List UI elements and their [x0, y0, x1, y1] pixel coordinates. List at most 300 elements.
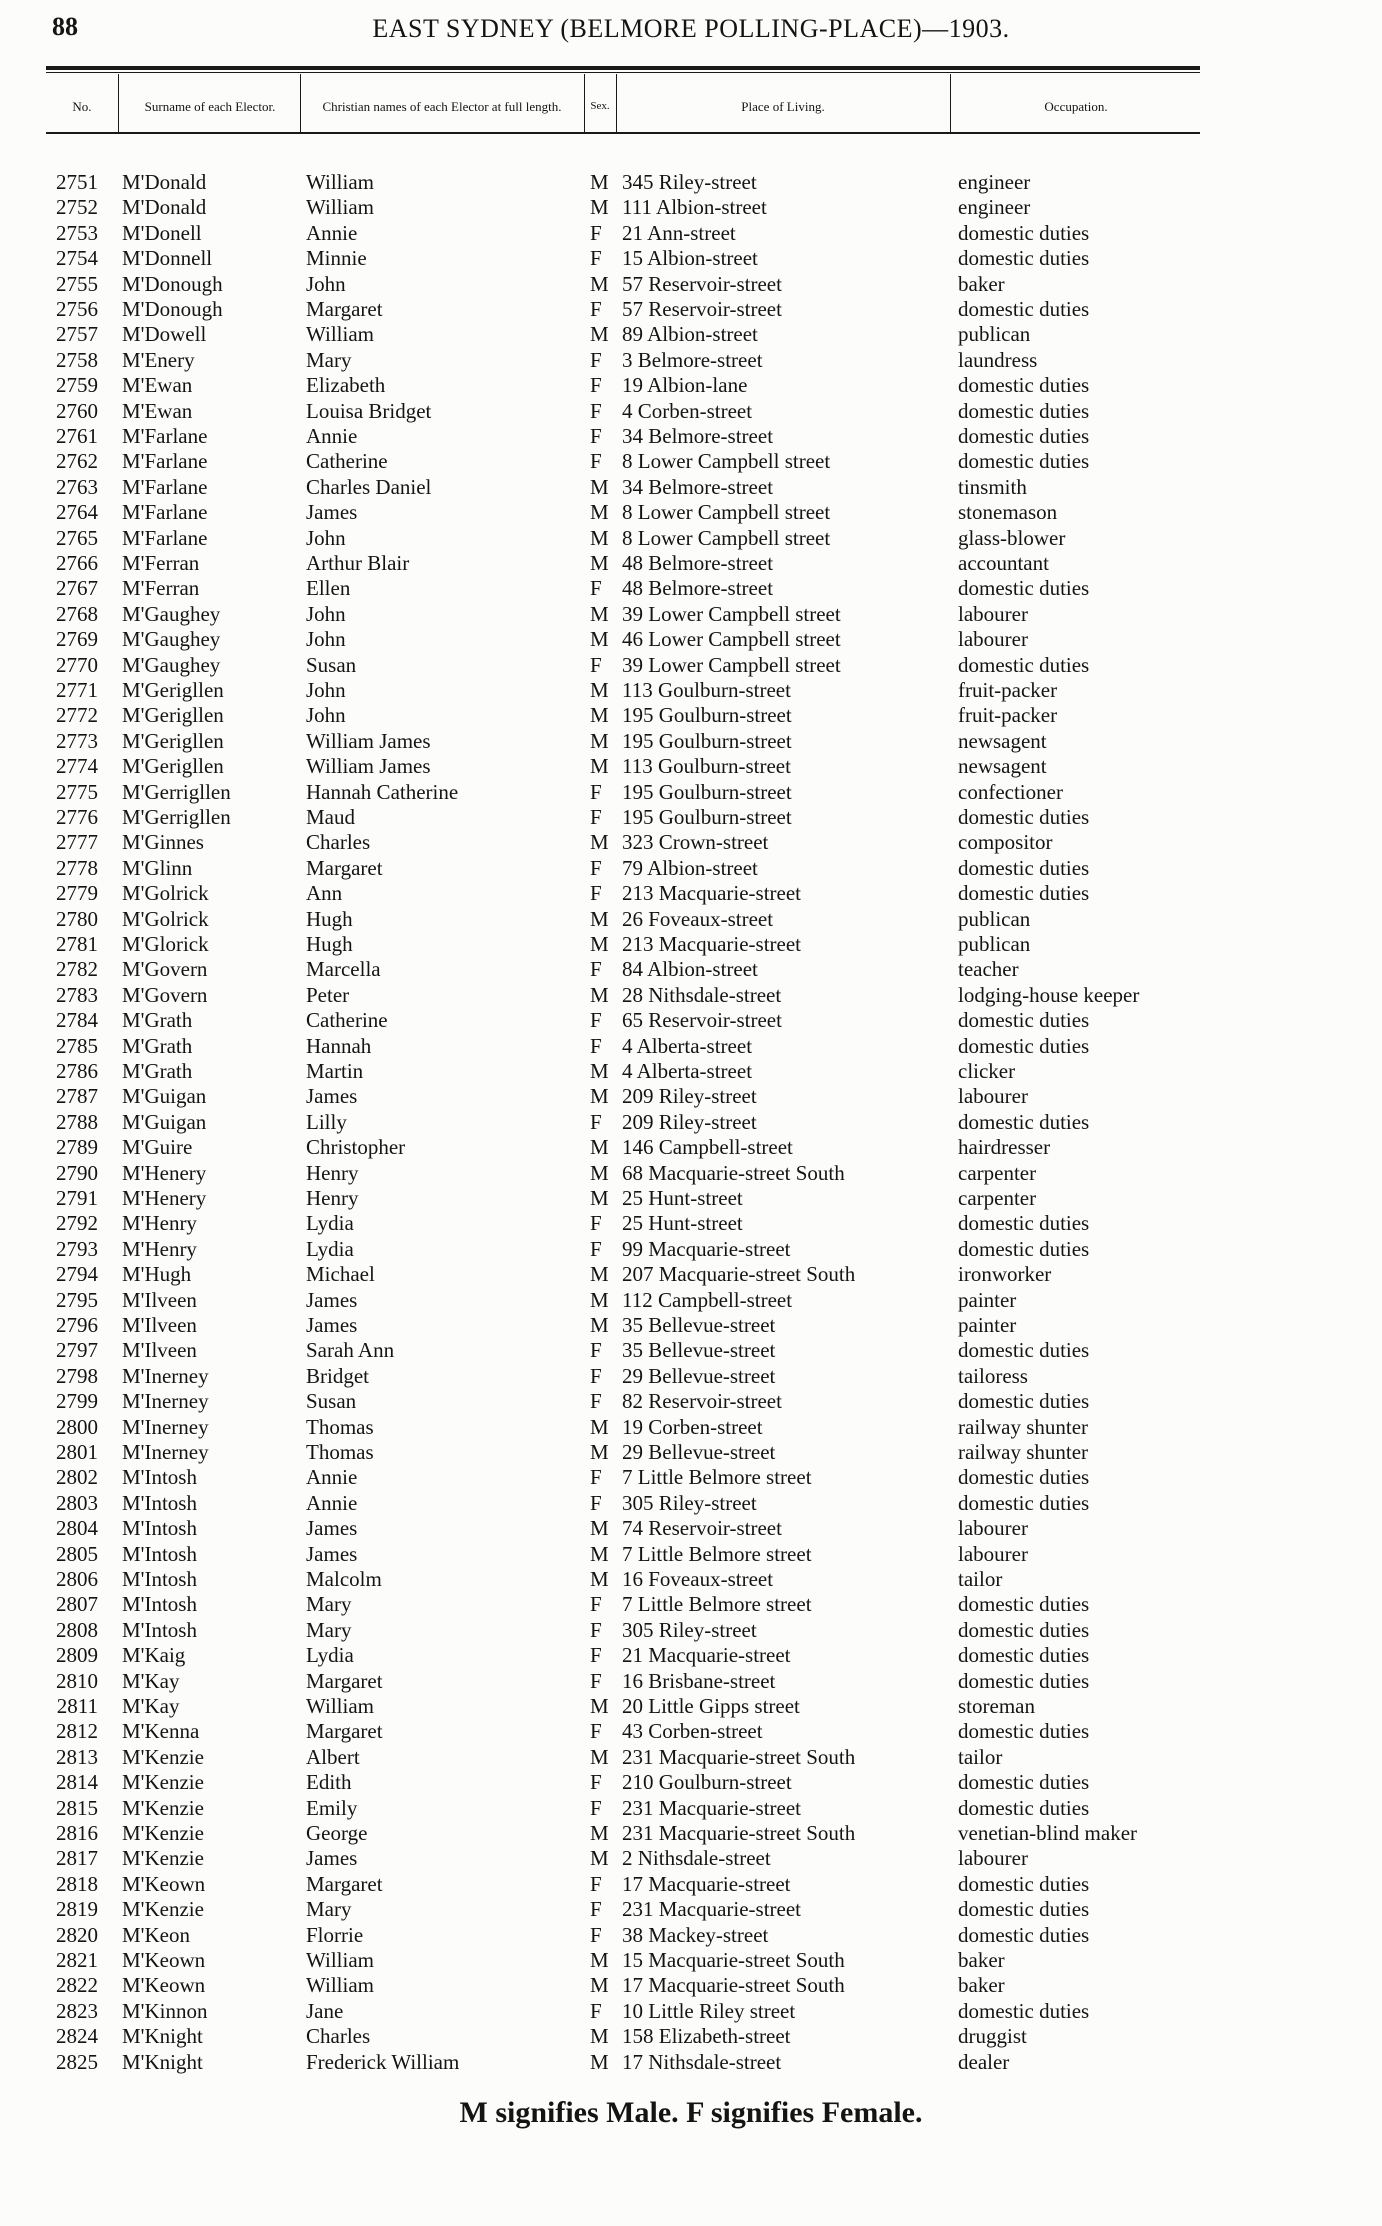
- elector-occupation: domestic duties: [958, 1338, 1090, 1363]
- elector-surname: M'Ilveen: [122, 1338, 197, 1363]
- elector-sex: M: [590, 1135, 609, 1160]
- elector-christian-names: John: [306, 601, 346, 626]
- elector-christian-names: Elizabeth: [306, 373, 386, 398]
- elector-place-of-living: 19 Albion-lane: [622, 373, 748, 398]
- header-rule-bottom: [46, 132, 1200, 134]
- elector-occupation: domestic duties: [958, 220, 1090, 245]
- elector-sex: F: [590, 347, 602, 372]
- elector-christian-names: James: [306, 1516, 358, 1541]
- elector-sex: M: [590, 1160, 609, 1185]
- elector-number: 2798: [56, 1363, 98, 1388]
- elector-sex: F: [590, 1363, 602, 1388]
- elector-place-of-living: 29 Bellevue-street: [622, 1440, 776, 1464]
- elector-occupation: engineer: [958, 195, 1031, 220]
- elector-surname: M'Farlane: [122, 449, 208, 474]
- elector-number: 2805: [56, 1541, 98, 1566]
- elector-sex: F: [590, 220, 602, 245]
- elector-number: 2761: [56, 424, 98, 448]
- elector-sex: F: [590, 1465, 602, 1490]
- elector-place-of-living: 112 Campbell-street: [622, 1287, 793, 1312]
- elector-sex: F: [590, 1490, 602, 1515]
- elector-sex: F: [590, 1668, 602, 1693]
- table-row: [0, 2024, 1382, 2049]
- table-row: [0, 221, 1382, 246]
- table-row: [0, 754, 1382, 779]
- elector-number: 2785: [56, 1033, 98, 1058]
- elector-surname: M'Golrick: [122, 881, 209, 906]
- elector-occupation: domestic duties: [958, 1871, 1090, 1896]
- elector-number: 2802: [56, 1465, 98, 1490]
- elector-number: 2763: [56, 474, 98, 499]
- elector-occupation: railway shunter: [958, 1440, 1089, 1464]
- elector-occupation: newsagent: [958, 754, 1047, 779]
- elector-sex: F: [590, 398, 602, 423]
- elector-sex: M: [590, 1948, 609, 1972]
- elector-number: 2817: [56, 1846, 98, 1871]
- elector-occupation: tailor: [958, 1567, 1003, 1591]
- elector-occupation: tailor: [958, 1744, 1003, 1769]
- elector-place-of-living: 25 Hunt-street: [622, 1211, 743, 1236]
- table-row: [0, 1999, 1382, 2024]
- elector-christian-names: James: [306, 1084, 358, 1109]
- elector-number: 2781: [56, 932, 98, 956]
- elector-number: 2769: [56, 627, 98, 652]
- elector-number: 2753: [56, 220, 98, 245]
- elector-sex: M: [590, 551, 609, 575]
- elector-occupation: baker: [958, 1973, 1005, 1998]
- column-divider: [300, 74, 301, 132]
- elector-number: 2766: [56, 551, 98, 575]
- elector-christian-names: John: [306, 271, 346, 296]
- elector-surname: M'Ilveen: [122, 1287, 197, 1312]
- header-rule-thick: [46, 66, 1200, 70]
- elector-place-of-living: 231 Macquarie-street South: [622, 1744, 856, 1769]
- elector-christian-names: James: [306, 1313, 358, 1337]
- elector-surname: M'Intosh: [122, 1465, 197, 1490]
- column-divider: [118, 74, 119, 132]
- elector-number: 2780: [56, 906, 98, 931]
- elector-sex: F: [590, 1922, 602, 1947]
- elector-place-of-living: 7 Little Belmore street: [622, 1465, 812, 1490]
- elector-surname: M'Intosh: [122, 1567, 197, 1591]
- table-row: [0, 805, 1382, 830]
- elector-sex: F: [590, 1719, 602, 1744]
- elector-occupation: labourer: [958, 627, 1028, 652]
- elector-christian-names: Charles: [306, 830, 371, 855]
- elector-number: 2764: [56, 500, 98, 525]
- elector-christian-names: Lilly: [306, 1109, 347, 1134]
- elector-sex: F: [590, 373, 602, 398]
- elector-christian-names: Ellen: [306, 576, 351, 601]
- elector-place-of-living: 7 Little Belmore street: [622, 1541, 812, 1566]
- elector-christian-names: George: [306, 1821, 368, 1845]
- elector-occupation: publican: [958, 932, 1031, 956]
- elector-occupation: domestic duties: [958, 1465, 1090, 1490]
- elector-place-of-living: 231 Macquarie-street: [622, 1897, 802, 1922]
- elector-occupation: domestic duties: [958, 1008, 1090, 1033]
- elector-number: 2804: [56, 1516, 98, 1541]
- elector-place-of-living: 29 Bellevue-street: [622, 1363, 776, 1388]
- table-row: [0, 551, 1382, 576]
- elector-place-of-living: 345 Riley-street: [622, 170, 757, 194]
- table-row: [0, 373, 1382, 398]
- elector-number: 2797: [56, 1338, 98, 1363]
- elector-place-of-living: 17 Macquarie-street South: [622, 1973, 845, 1998]
- elector-place-of-living: 74 Reservoir-street: [622, 1516, 782, 1541]
- elector-surname: M'Donell: [122, 220, 202, 245]
- elector-sex: M: [590, 322, 609, 347]
- elector-occupation: domestic duties: [958, 246, 1090, 271]
- elector-surname: M'Kay: [122, 1694, 180, 1718]
- elector-christian-names: Marcella: [306, 957, 381, 982]
- elector-sex: M: [590, 1313, 609, 1337]
- elector-occupation: domestic duties: [958, 652, 1090, 677]
- elector-christian-names: Susan: [306, 1389, 357, 1414]
- elector-number: 2793: [56, 1236, 98, 1261]
- elector-occupation: labourer: [958, 1516, 1028, 1541]
- elector-sex: M: [590, 703, 609, 728]
- elector-christian-names: Edith: [306, 1770, 352, 1795]
- elector-occupation: domestic duties: [958, 1211, 1090, 1236]
- elector-occupation: labourer: [958, 1084, 1028, 1109]
- elector-occupation: domestic duties: [958, 1109, 1090, 1134]
- elector-surname: M'Inerney: [122, 1440, 209, 1464]
- elector-number: 2794: [56, 1262, 98, 1287]
- elector-sex: M: [590, 2024, 609, 2049]
- elector-number: 2801: [56, 1440, 98, 1464]
- elector-number: 2824: [56, 2024, 98, 2049]
- column-divider: [584, 74, 585, 132]
- elector-christian-names: Hannah: [306, 1033, 372, 1058]
- elector-number: 2820: [56, 1922, 98, 1947]
- elector-christian-names: Henry: [306, 1186, 359, 1210]
- elector-christian-names: Hugh: [306, 906, 353, 931]
- table-row: [0, 1796, 1382, 1821]
- elector-number: 2792: [56, 1211, 98, 1236]
- elector-sex: F: [590, 246, 602, 271]
- table-row: [0, 1567, 1382, 1592]
- elector-christian-names: Charles Daniel: [306, 474, 432, 499]
- elector-surname: M'Knight: [122, 2049, 203, 2074]
- elector-number: 2825: [56, 2049, 98, 2074]
- elector-occupation: druggist: [958, 2024, 1027, 2049]
- elector-place-of-living: 28 Nithsdale-street: [622, 982, 782, 1007]
- elector-occupation: domestic duties: [958, 576, 1090, 601]
- elector-sex: F: [590, 881, 602, 906]
- elector-christian-names: James: [306, 1846, 358, 1871]
- elector-sex: M: [590, 830, 609, 855]
- column-header-sex: Sex.: [590, 99, 610, 112]
- elector-occupation: domestic duties: [958, 1643, 1090, 1668]
- elector-sex: F: [590, 1897, 602, 1922]
- elector-place-of-living: 48 Belmore-street: [622, 576, 774, 601]
- elector-number: 2810: [56, 1668, 98, 1693]
- elector-number: 2776: [56, 805, 98, 829]
- elector-place-of-living: 21 Ann-street: [622, 220, 736, 245]
- elector-surname: M'Inerney: [122, 1414, 209, 1439]
- elector-sex: M: [590, 500, 609, 525]
- elector-surname: M'Golrick: [122, 906, 209, 931]
- elector-place-of-living: 34 Belmore-street: [622, 474, 774, 499]
- elector-number: 2821: [56, 1948, 98, 1972]
- column-divider: [616, 74, 617, 132]
- elector-christian-names: Christopher: [306, 1135, 406, 1160]
- elector-number: 2813: [56, 1744, 98, 1769]
- elector-christian-names: William: [306, 322, 374, 347]
- elector-christian-names: Mary: [306, 347, 352, 372]
- table-row: [0, 1923, 1382, 1948]
- elector-surname: M'Govern: [122, 957, 208, 982]
- table-row: [0, 1364, 1382, 1389]
- elector-place-of-living: 231 Macquarie-street South: [622, 1821, 856, 1845]
- elector-sex: M: [590, 1440, 609, 1464]
- elector-number: 2779: [56, 881, 98, 906]
- elector-surname: M'Kenzie: [122, 1846, 204, 1871]
- table-row: [0, 856, 1382, 881]
- elector-surname: M'Gerigllen: [122, 728, 224, 753]
- elector-place-of-living: 113 Goulburn-street: [622, 754, 791, 779]
- table-row: [0, 703, 1382, 728]
- elector-surname: M'Farlane: [122, 500, 208, 525]
- elector-christian-names: Mary: [306, 1592, 352, 1617]
- elector-place-of-living: 57 Reservoir-street: [622, 271, 782, 296]
- elector-sex: M: [590, 1059, 609, 1083]
- table-row: [0, 348, 1382, 373]
- elector-christian-names: Mary: [306, 1897, 352, 1922]
- table-row: [0, 1313, 1382, 1338]
- table-row: [0, 653, 1382, 678]
- elector-sex: F: [590, 957, 602, 982]
- elector-surname: M'Guigan: [122, 1084, 207, 1109]
- elector-surname: M'Donnell: [122, 246, 213, 271]
- elector-surname: M'Ilveen: [122, 1313, 197, 1337]
- elector-sex: M: [590, 601, 609, 626]
- table-row: [0, 983, 1382, 1008]
- elector-surname: M'Guire: [122, 1135, 193, 1160]
- elector-number: 2812: [56, 1719, 98, 1744]
- elector-surname: M'Kenzie: [122, 1770, 204, 1795]
- elector-number: 2799: [56, 1389, 98, 1414]
- elector-occupation: domestic duties: [958, 1389, 1090, 1414]
- elector-occupation: domestic duties: [958, 449, 1090, 474]
- elector-sex: M: [590, 1262, 609, 1287]
- elector-place-of-living: 2 Nithsdale-street: [622, 1846, 771, 1871]
- elector-occupation: painter: [958, 1313, 1017, 1337]
- elector-occupation: fruit-packer: [958, 703, 1058, 728]
- elector-sex: F: [590, 424, 602, 448]
- elector-christian-names: Margaret: [306, 1668, 383, 1693]
- table-row: [0, 1491, 1382, 1516]
- elector-place-of-living: 213 Macquarie-street: [622, 881, 802, 906]
- table-row: [0, 780, 1382, 805]
- elector-surname: M'Gaughey: [122, 601, 221, 626]
- elector-occupation: engineer: [958, 170, 1031, 194]
- elector-christian-names: Hannah Catherine: [306, 779, 459, 804]
- elector-christian-names: William: [306, 170, 374, 194]
- table-row: [0, 1034, 1382, 1059]
- elector-occupation: railway shunter: [958, 1414, 1089, 1439]
- elector-number: 2765: [56, 525, 98, 550]
- elector-number: 2755: [56, 271, 98, 296]
- elector-occupation: tinsmith: [958, 474, 1027, 499]
- elector-christian-names: William: [306, 1973, 374, 1998]
- elector-number: 2806: [56, 1567, 98, 1591]
- elector-number: 2786: [56, 1059, 98, 1083]
- elector-number: 2760: [56, 398, 98, 423]
- page-number: 88: [52, 12, 78, 41]
- elector-surname: M'Kenzie: [122, 1744, 204, 1769]
- elector-place-of-living: 3 Belmore-street: [622, 347, 763, 372]
- elector-christian-names: Peter: [306, 982, 350, 1007]
- elector-sex: M: [590, 982, 609, 1007]
- elector-number: 2772: [56, 703, 98, 728]
- table-row: [0, 1389, 1382, 1414]
- elector-christian-names: Annie: [306, 220, 358, 245]
- elector-occupation: accountant: [958, 551, 1049, 575]
- elector-surname: M'Donald: [122, 195, 207, 220]
- elector-surname: M'Ginnes: [122, 830, 204, 855]
- elector-christian-names: Frederick William: [306, 2049, 460, 2074]
- elector-place-of-living: 25 Hunt-street: [622, 1186, 743, 1210]
- table-row: [0, 1719, 1382, 1744]
- elector-occupation: newsagent: [958, 728, 1047, 753]
- elector-surname: M'Grath: [122, 1033, 193, 1058]
- elector-place-of-living: 113 Goulburn-street: [622, 678, 791, 702]
- elector-surname: M'Kenna: [122, 1719, 200, 1744]
- elector-surname: M'Ferran: [122, 551, 200, 575]
- table-row: [0, 322, 1382, 347]
- elector-place-of-living: 323 Crown-street: [622, 830, 769, 855]
- elector-number: 2784: [56, 1008, 98, 1033]
- elector-occupation: domestic duties: [958, 1719, 1090, 1744]
- table-row: [0, 1186, 1382, 1211]
- table-row: [0, 424, 1382, 449]
- elector-number: 2757: [56, 322, 98, 347]
- elector-christian-names: John: [306, 627, 346, 652]
- table-row: [0, 602, 1382, 627]
- elector-surname: M'Gerigllen: [122, 678, 224, 702]
- elector-sex: F: [590, 1211, 602, 1236]
- elector-occupation: fruit-packer: [958, 678, 1058, 702]
- elector-occupation: domestic duties: [958, 1922, 1090, 1947]
- elector-number: 2789: [56, 1135, 98, 1160]
- elector-surname: M'Farlane: [122, 424, 208, 448]
- elector-surname: M'Keown: [122, 1973, 206, 1998]
- table-row: [0, 1669, 1382, 1694]
- elector-surname: M'Inerney: [122, 1363, 209, 1388]
- elector-occupation: domestic duties: [958, 881, 1090, 906]
- table-row: [0, 1237, 1382, 1262]
- table-row: [0, 297, 1382, 322]
- elector-surname: M'Govern: [122, 982, 208, 1007]
- elector-number: 2795: [56, 1287, 98, 1312]
- elector-number: 2788: [56, 1109, 98, 1134]
- elector-surname: M'Gaughey: [122, 627, 221, 652]
- elector-christian-names: Susan: [306, 652, 357, 677]
- elector-surname: M'Donough: [122, 297, 223, 321]
- elector-place-of-living: 20 Little Gipps street: [622, 1694, 800, 1718]
- elector-occupation: carpenter: [958, 1160, 1037, 1185]
- elector-occupation: domestic duties: [958, 1033, 1090, 1058]
- elector-christian-names: Emily: [306, 1795, 358, 1820]
- elector-place-of-living: 207 Macquarie-street South: [622, 1262, 856, 1287]
- elector-number: 2808: [56, 1617, 98, 1642]
- table-row: [0, 1948, 1382, 1973]
- elector-number: 2778: [56, 855, 98, 880]
- elector-occupation: domestic duties: [958, 1592, 1090, 1617]
- elector-sex: F: [590, 1338, 602, 1363]
- elector-place-of-living: 15 Macquarie-street South: [622, 1948, 845, 1972]
- elector-place-of-living: 305 Riley-street: [622, 1617, 757, 1642]
- elector-number: 2768: [56, 601, 98, 626]
- elector-occupation: baker: [958, 271, 1005, 296]
- elector-sex: M: [590, 525, 609, 550]
- elector-sex: F: [590, 1109, 602, 1134]
- column-divider: [950, 74, 951, 132]
- table-row: [0, 526, 1382, 551]
- elector-place-of-living: 34 Belmore-street: [622, 424, 774, 448]
- elector-surname: M'Farlane: [122, 525, 208, 550]
- elector-place-of-living: 35 Bellevue-street: [622, 1313, 776, 1337]
- elector-occupation: painter: [958, 1287, 1017, 1312]
- table-row: [0, 500, 1382, 525]
- elector-sex: F: [590, 297, 602, 321]
- elector-occupation: publican: [958, 906, 1031, 931]
- elector-surname: M'Glorick: [122, 932, 209, 956]
- elector-sex: M: [590, 1414, 609, 1439]
- elector-occupation: storeman: [958, 1694, 1035, 1718]
- elector-number: 2751: [56, 170, 98, 194]
- elector-surname: M'Intosh: [122, 1490, 197, 1515]
- elector-occupation: domestic duties: [958, 398, 1090, 423]
- elector-sex: F: [590, 1871, 602, 1896]
- elector-occupation: domestic duties: [958, 1770, 1090, 1795]
- elector-sex: F: [590, 855, 602, 880]
- table-row: [0, 1821, 1382, 1846]
- elector-number: 2814: [56, 1770, 98, 1795]
- elector-surname: M'Kenzie: [122, 1795, 204, 1820]
- elector-christian-names: James: [306, 1541, 358, 1566]
- elector-surname: M'Henery: [122, 1186, 207, 1210]
- elector-place-of-living: 195 Goulburn-street: [622, 703, 792, 728]
- elector-occupation: domestic duties: [958, 297, 1090, 321]
- elector-sex: M: [590, 1846, 609, 1871]
- elector-sex: F: [590, 1998, 602, 2023]
- table-row: [0, 1415, 1382, 1440]
- elector-sex: M: [590, 1567, 609, 1591]
- elector-sex: F: [590, 1592, 602, 1617]
- elector-christian-names: John: [306, 525, 346, 550]
- elector-place-of-living: 231 Macquarie-street: [622, 1795, 802, 1820]
- elector-surname: M'Farlane: [122, 474, 208, 499]
- elector-surname: M'Kay: [122, 1668, 180, 1693]
- elector-number: 2777: [56, 830, 98, 855]
- table-row: [0, 729, 1382, 754]
- column-header-no: No.: [72, 98, 92, 114]
- elector-sex: M: [590, 1186, 609, 1210]
- elector-christian-names: Martin: [306, 1059, 364, 1083]
- elector-christian-names: Mary: [306, 1617, 352, 1642]
- elector-place-of-living: 43 Corben-street: [622, 1719, 763, 1744]
- elector-surname: M'Dowell: [122, 322, 207, 347]
- elector-surname: M'Gerrigllen: [122, 805, 231, 829]
- elector-occupation: labourer: [958, 601, 1028, 626]
- elector-number: 2759: [56, 373, 98, 398]
- elector-place-of-living: 111 Albion-street: [622, 195, 767, 220]
- table-row: [0, 399, 1382, 424]
- elector-place-of-living: 4 Alberta-street: [622, 1059, 753, 1083]
- elector-christian-names: William James: [306, 754, 431, 779]
